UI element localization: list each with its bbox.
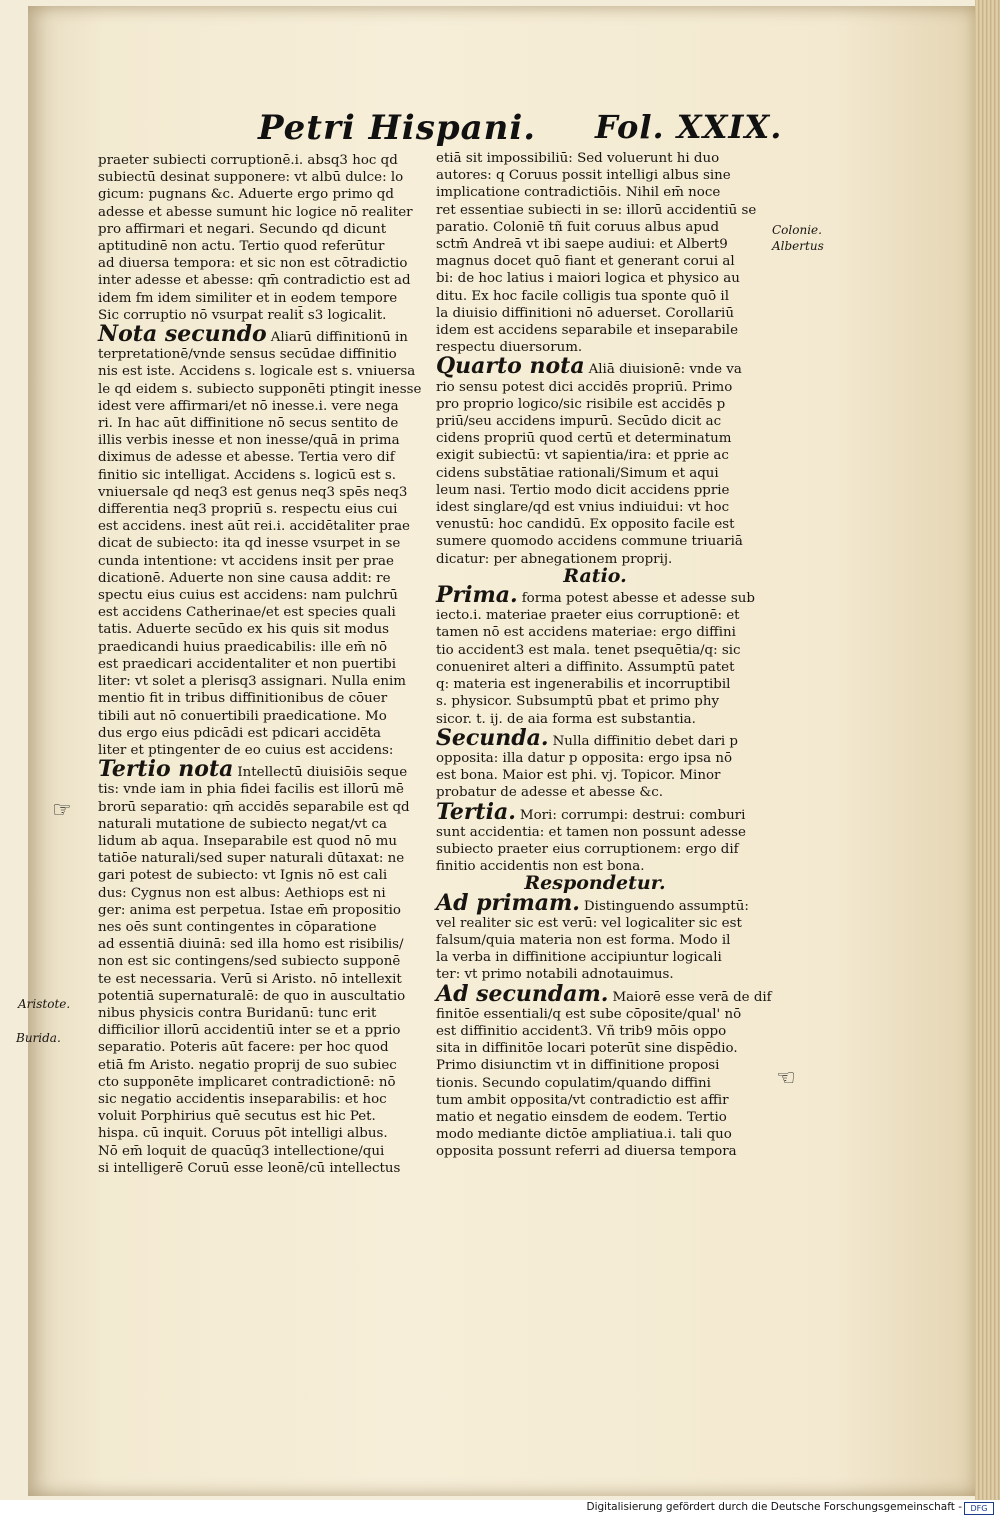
text-line: idest vere affirmari/et nō inesse.i. vere nega [98, 398, 399, 414]
text-line: est diffinitio accident3. Vñ trib9 mōis oppo [436, 1023, 727, 1039]
text-line: idem est accidens separabile et inseparabile [436, 323, 739, 339]
text-line: tibili aut nō conuertibili praedicatione. Mo [98, 708, 387, 724]
text-line: opposita: illa datur p opposita: ergo ipsa nō [436, 750, 733, 766]
text-line: pro proprio logico/sic risibile est accidēs p [436, 396, 726, 412]
tertio-nota-heading: Tertio nota [98, 756, 234, 783]
text-line: bi: de hoc latius i maiori logica et physico au [436, 271, 740, 287]
text-line: finitio accidentis non est bona. [436, 859, 645, 875]
text-line: gicum: pugnans &c. Aduerte ergo primo qd [98, 187, 394, 203]
text-line: subiecto praeter eius corruptionem: ergo dif [436, 841, 739, 857]
prima-lines [436, 607, 754, 727]
tertia-first-line: Tertia. Mori: corrumpi: destrui: comburi [436, 798, 746, 825]
text-line: probatur de adesse et abesse &c. [436, 785, 664, 801]
text-line: implicatione contradictiōis. Nihil em̄ noce [436, 185, 721, 201]
ratio-heading: Ratio. [563, 564, 627, 587]
right-opening-lines [436, 150, 757, 356]
text-line: opposita possunt referri ad diuersa tempora [436, 1144, 737, 1160]
text-line: ter: vt primo notabili adnotauimus. [436, 967, 674, 983]
text-line: nis est iste. Accidens s. logicale est s. vniuersa [98, 364, 416, 380]
text-line: cidens substātiae rationali/Simum et aqui [436, 465, 719, 481]
ad-secundam-lines [436, 1006, 754, 1161]
text-line: vniuersale qd neq3 est genus neq3 spēs neq3 [98, 484, 408, 500]
text-line: tum ambit opposita/vt contradictio est affir [436, 1092, 729, 1108]
text-line: est bona. Maior est phi. vj. Topicor. Minor [436, 768, 721, 784]
text-line: nes oēs sunt contingentes in cōparatione [98, 919, 377, 935]
text-line: etiā fm Aristo. negatio proprij de suo subiec [98, 1057, 397, 1073]
text-line: differentia neq3 propriū s. respectu eius cui [98, 502, 398, 518]
text-line: separatio. Poteris aūt facere: per hoc quod [98, 1040, 389, 1056]
text-line: sctm̄ Andreā vt ibi saepe audiui: et Albert9 [436, 237, 728, 253]
text-line: finitio sic intelligat. Accidens s. logicū est s. [98, 467, 396, 483]
text-line: aptitudinē non actu. Tertio quod referūtur [98, 239, 385, 255]
text-line: dicatur: per abnegationem proprij. [436, 551, 673, 567]
ad-primam-heading: Ad primam. [436, 889, 580, 916]
text-line: tatiōe naturali/sed super naturali dūtaxat: ne [98, 851, 405, 867]
text-line: iecto.i. materiae praeter eius corruptionē: et [436, 608, 740, 624]
text-line: mentio fit in tribus diffinitionibus de cōuer [98, 691, 388, 707]
text-line: nibus physicis contra Buridanū: tunc erit [98, 1005, 377, 1021]
text-line: praeter subiecti corruptionē.i. absq3 hoc qd [98, 153, 398, 168]
prima-first-line: Prima. forma potest abesse et adesse sub [436, 582, 755, 609]
text-line: praedicandi huius praedicabilis: ille em̄ nō [98, 639, 388, 655]
nota-secundo-first-line: Nota secundo Aliarū diffinitionū in [98, 321, 408, 348]
digitization-credit: Digitalisierung gefördert durch die Deutsche Forschungsgemeinschaft - [586, 1501, 962, 1513]
text-line: finitōe essentiali/q est sube cōposite/qual' nō [436, 1006, 742, 1022]
text-line: naturali mutatione de subiecto negat/vt ca [98, 816, 387, 832]
text-line: idem fm idem similiter et in eodem tempore [98, 290, 398, 306]
tertio-nota-first-line: Tertio nota Intellectū diuisiōis seque [98, 756, 408, 783]
text-line: lidum ab aqua. Inseparabile est quod nō mu [98, 833, 397, 849]
text-line: adesse et abesse sumunt hic logice nō realiter [98, 204, 413, 220]
text-line: est accidens Catherinae/et est species quali [98, 605, 396, 621]
manicule-icon: ☞ [52, 798, 72, 823]
text-line: le qd eidem s. subiecto supponēti ptingit inesse [98, 381, 422, 397]
text-line: non est sic contingens/sed subiecto supponē [98, 954, 401, 970]
dfg-logo: DFG [964, 1502, 994, 1515]
folio-number: Fol. XXIX. [595, 108, 783, 146]
text-line: difficilior illorū accidentiū inter se et a pprio [98, 1023, 401, 1039]
text-line: tamen nō est accidens materiae: ergo diffini [436, 625, 736, 641]
text-line: magnus docet quō fiant et generant corui al [436, 254, 735, 270]
text-line: falsum/quia materia non est forma. Modo il [436, 932, 731, 948]
respondetur-heading: Respondetur. [524, 872, 666, 895]
text-line: pro affirmari et negari. Secundo qd dicunt [98, 221, 387, 237]
text-line: etiā sit impossibiliū: Sed voluerunt hi duo [436, 151, 720, 166]
text-line: Nō em̄ loquit de quacūq3 intellectione/qui [98, 1143, 385, 1159]
secunda-heading: Secunda. [436, 724, 549, 751]
page-edge [975, 0, 1000, 1500]
text-line: si intelligerē Coruū esse leonē/cū intellectus [98, 1160, 401, 1176]
text-line: hispa. cū inquit. Coruus pōt intelligi albus. [98, 1126, 388, 1142]
nota-secundo-heading: Nota secundo [98, 321, 267, 348]
text-line: inter adesse et abesse: qm̄ contradictio est ad [98, 273, 411, 289]
manicule-icon-right: ☞ [776, 1066, 796, 1091]
text-line: cunda intentione: vt accidens insit per prae [98, 553, 394, 569]
tertia-lines [436, 824, 754, 876]
text-line: dus ergo eius pdicādi est pdicari accidēta [98, 725, 381, 741]
quarto-nota-heading: Quarto nota [436, 353, 585, 380]
text-line: la diuisio diffinitioni nō aduerset. Corollariū [436, 305, 734, 321]
running-title: Petri Hispani. [258, 108, 537, 148]
text-line: tionis. Secundo copulatim/quando diffini [436, 1075, 711, 1091]
text-line: diximus de adesse et abesse. Tertia vero dif [98, 450, 395, 466]
text-line: cidens propriū quod certū et determinatum [436, 431, 732, 447]
text-line: terpretationē/vnde sensus secūdae diffinitio [98, 347, 397, 363]
text-line: subiectū desinat supponere: vt albū dulce: lo [98, 170, 404, 186]
text-line: priū/seu accidens impurū. Secūdo dicit ac [436, 414, 722, 430]
tertia-heading: Tertia. [436, 798, 516, 825]
text-line: ditu. Ex hoc facile colligis tua sponte quō il [436, 288, 729, 304]
text-line: ret essentiae subiecti in se: illorū accidentiū se [436, 202, 757, 218]
ad-secundam-first-line: Ad secundam. Maiorē esse verā de dif [436, 980, 772, 1007]
right-column [436, 150, 772, 1161]
left-opening-lines [98, 152, 416, 324]
text-line: rio sensu potest dici accidēs propriū. Primo [436, 379, 733, 395]
text-line: liter: vt solet a plerisq3 assignari. Nulla enim [98, 674, 407, 690]
text-line: gari potest de subiecto: vt Ignis nō est cali [98, 868, 388, 884]
marginal-note-burida: Burida. [16, 1031, 61, 1045]
text-line: cto supponēte implicaret contradictionē: nō [98, 1074, 396, 1090]
tertio-nota-lines [98, 781, 416, 1177]
text-line: tatis. Aduerte secūdo ex his quis sit modus [98, 622, 389, 638]
ad-primam-first-line: Ad primam. Distinguendo assumptū: [436, 889, 749, 916]
ad-secundam-heading: Ad secundam. [436, 980, 609, 1007]
text-line: liter et ptingenter de eo cuius est accidens: [98, 742, 394, 758]
text-line: Sic corruptio nō vsurpat realit̄ s3 logicalit. [98, 307, 387, 323]
text-line: s. physicor. Subsumptū pbat et primo phy [436, 694, 720, 710]
ad-primam-lines [436, 915, 754, 984]
text-line: sunt accidentia: et tamen non possunt adesse [436, 824, 746, 840]
text-line: est praedicari accidentaliter et non puertibi [98, 656, 397, 672]
text-line: tio accident3 est mala. tenet psequētia/q: sic [436, 642, 741, 658]
text-line: autores: q Coruus possit intelligi albus sine [436, 168, 731, 184]
secunda-first-line: Secunda. Nulla diffinitio debet dari p [436, 724, 738, 751]
text-line: illis verbis inesse et non inesse/quā in prima [98, 433, 400, 449]
text-line: sicor. t. ij. de aia forma est substantia. [436, 711, 696, 727]
text-line: ger: anima est perpetua. Istae em̄ propositio [98, 902, 401, 918]
text-line: te est necessaria. Verū si Aristo. nō intellexit [98, 971, 402, 987]
text-line: la verba in diffinitione accipiuntur logicali [436, 950, 722, 966]
text-line: voluit Porphirius quē secutus est hic Pet. [98, 1109, 376, 1125]
text-line: venustū: hoc candidū. Ex opposito facile est [436, 517, 735, 533]
text-line: dicationē. Aduerte non sine causa addit: re [98, 570, 391, 586]
text-line: potentiā supernaturalē: de quo in auscultatio [98, 988, 406, 1004]
text-line: conueniret alteri a diffinito. Assumptū patet [436, 659, 735, 675]
secunda-lines [436, 750, 754, 802]
text-line: modo mediante dictōe ampliatiua.i. tali quo [436, 1127, 732, 1143]
text-line: respectu diuersorum. [436, 340, 583, 356]
text-line: est accidens. inest aūt rei.i. accidētaliter prae [98, 519, 410, 535]
text-line: exigit subiectū: vt sapientia/ira: et pprie ac [436, 448, 729, 464]
text-line: leum nasi. Tertio modo dicit accidens pprie [436, 482, 730, 498]
text-line: dicat de subiecto: ita qd inesse vsurpet in se [98, 536, 401, 552]
marginal-note-albertus: Albertus [772, 239, 824, 253]
text-line: ad diuersa tempora: et sic non est cōtradictio [98, 256, 408, 272]
quarto-nota-lines [436, 379, 754, 568]
left-column [98, 152, 422, 1177]
text-line: tis: vnde iam in phia fidei facilis est illorū mē [98, 782, 404, 798]
text-line: matio et negatio einsdem de eodem. Tertio [436, 1109, 727, 1125]
text-line: dus: Cygnus non est albus: Aethiops est ni [98, 885, 386, 901]
text-line: q: materia est ingenerabilis et incorruptibil [436, 677, 731, 693]
text-line: vel realiter sic est verū: vel logicaliter sic est [436, 915, 742, 931]
text-line: sic negatio accidentis inseparabilis: et hoc [98, 1091, 387, 1107]
quarto-nota-first-line: Quarto nota Aliā diuisionē: vnde va [436, 353, 742, 380]
nota-secundo-lines [98, 346, 422, 759]
text-line: ad essentiā diuinā: sed illa homo est risibilis/ [98, 937, 404, 953]
text-line: paratio. Coloniē tñ fuit coruus albus apud [436, 219, 720, 235]
text-line: Primo disiunctim vt in diffinitione proposi [436, 1058, 720, 1074]
text-line: ri. In hac aūt diffinitione nō secus sentito de [98, 416, 399, 432]
footer-bar [0, 1500, 1000, 1515]
text-line: spectu eius cuius est accidens: nam pulchrū [98, 588, 398, 604]
prima-heading: Prima. [436, 582, 518, 609]
marginal-note-colonie: Colonie. [772, 223, 822, 237]
text-line: brorū separatio: qm̄ accidēs separabile est qd [98, 799, 410, 815]
text-line: idest singlare/qd est vnius indiuidui: vt hoc [436, 500, 730, 516]
text-line: sumere quomodo accidens commune triuariā [436, 534, 743, 550]
marginal-note-aristote: Aristote. [18, 997, 71, 1011]
text-line: sita in diffinitōe locari poterūt sine dispēdio. [436, 1041, 738, 1057]
